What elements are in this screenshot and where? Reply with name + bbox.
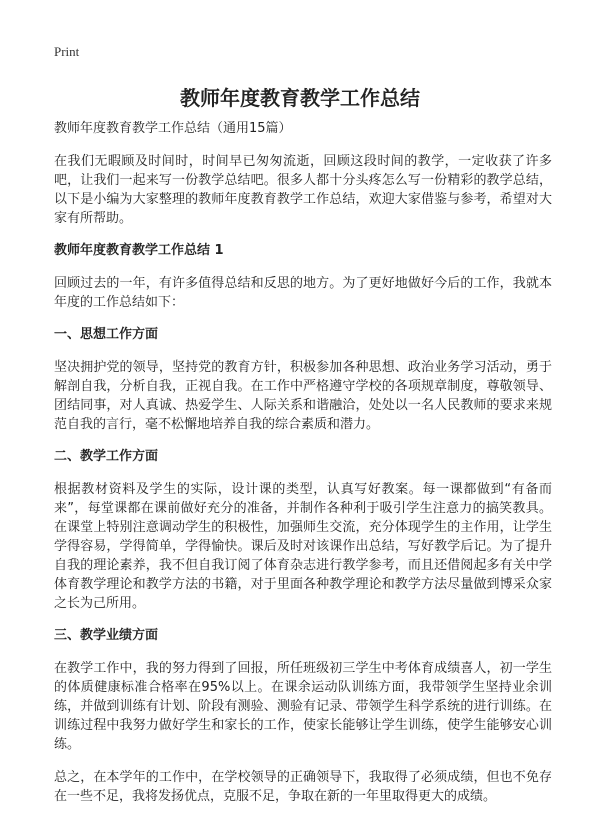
print-link[interactable]: Print <box>54 44 80 59</box>
section-heading-thought: 一、思想工作方面 <box>54 327 159 342</box>
part-intro-paragraph: 回顾过去的一年，有许多值得总结和反思的地方。为了更好地做好今后的工作，我就本年度的工作总结如下： <box>54 276 552 310</box>
intro-paragraph: 在我们无暇顾及时间时，时间早已匆匆流逝，回顾这段时间的教学，一定收获了许多吧，让我们一起来写一份教学总结吧。很多人都十分头疼怎么写一份精彩的教学总结，以下是小编为大家整理的教师年度教育教学工作总结，欢迎大家借鉴与参考，希望对大家有所帮助。 <box>54 154 552 226</box>
document-title: 教师年度教育教学工作总结 <box>180 86 420 110</box>
section-body-thought: 坚决拥护党的领导，坚持党的教育方针，积极参加各种思想、政治业务学习活动，勇于解剖自我，分析自我，正视自我。在工作中严格遵守学校的各项规章制度，尊敬领导、团结同事，对人真诚、热爱学生、人际关系和谐融洽，处处以一名人民教师的要求来规范自我的言行，毫不松懈地培养自我的综合素质和潜力。 <box>54 360 552 432</box>
document-body <box>54 120 552 820</box>
document-subtitle: 教师年度教育教学工作总结（通用15篇） <box>54 121 292 136</box>
conclusion-paragraph: 总之，在本学年的工作中，在学校领导的正确领导下，我取得了必须成绩，但也不免存在一些不足，我将发扬优点，克服不足，争取在新的一年里取得更大的成绩。 <box>54 770 552 804</box>
section-heading-performance: 三、教学业绩方面 <box>54 628 159 643</box>
section-body-teaching: 根据教材资料及学生的实际，设计课的类型，认真写好教案。每一课都做到“有备而来”，每堂课都在课前做好充分的准备，并制作各种利于吸引学生注意力的搞笑教具。在课堂上特别注意调动学生的积极性，加强师生交流，充分体现学生的主作用，让学生学得容易，学得简单，学得愉快。课后及时对该课作出总结，写好教学后记。为了提升自我的理论素养，我不但自我订阅了体育杂志进行教学参考，而且还借阅起多有关中学体育教学理论和教学方法的书籍，对于里面各种教学理论和教学方法尽量做到博采众家之长为己所用。 <box>54 482 552 611</box>
part-heading: 教师年度教育教学工作总结 1 <box>54 243 224 258</box>
section-heading-teaching: 二、教学工作方面 <box>54 449 159 464</box>
section-body-performance: 在教学工作中，我的努力得到了回报，所任班级初三学生中考体育成绩喜人，初一学生的体质健康标准合格率在95%以上。在课余运动队训练方面，我带领学生坚持业余训练，并做到训练有计划、阶段有测验、测验有记录、带领学生科学系统的进行训练。在训练过程中我努力做好学生和家长的工作，使家长能够让学生训练，使学生能够安心训练。 <box>54 661 552 752</box>
